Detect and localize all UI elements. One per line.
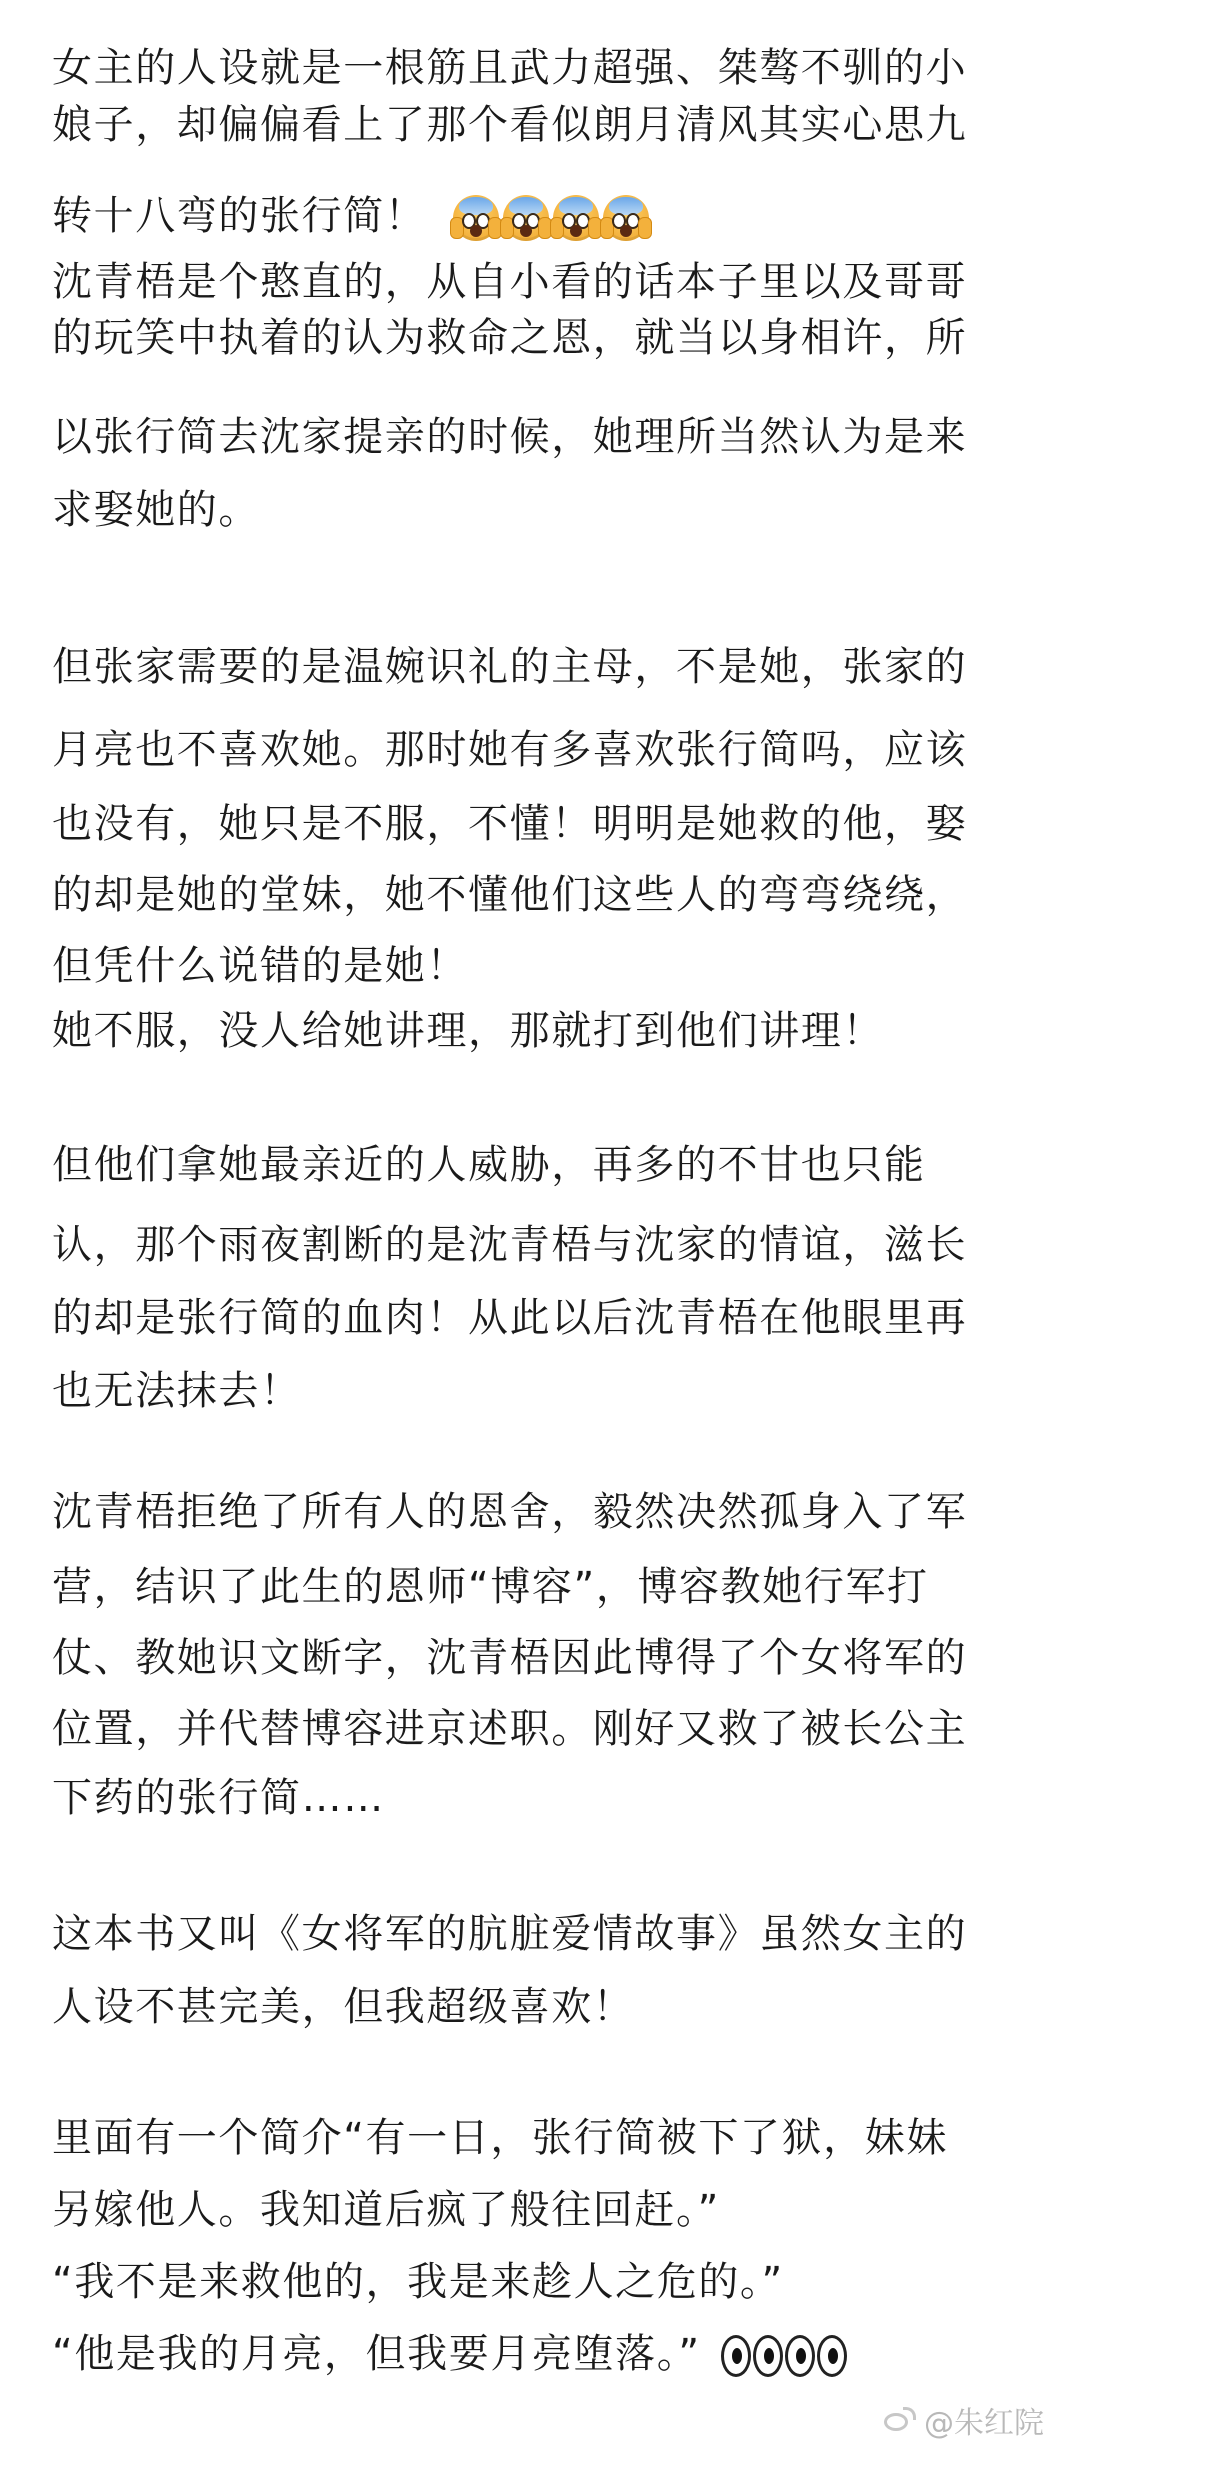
screaming-face-icon (603, 195, 649, 241)
text-line: 人设不甚完美，但我超级喜欢！ (52, 1984, 635, 2030)
screaming-face-icon (503, 195, 549, 241)
text-line: 以张行简去沈家提亲的时候，她理所当然认为是来 (52, 414, 968, 460)
text-line: 也没有，她只是不服，不懂！明明是她救的他，娶 (52, 801, 968, 847)
screaming-face-icon (453, 195, 499, 241)
text-line: 但他们拿她最亲近的人威胁，再多的不甘也只能 (52, 1142, 926, 1188)
text-line: 娘子，却偏偏看上了那个看似朗月清风其实心思九 (52, 102, 968, 148)
text-line: 的玩笑中执着的认为救命之恩，就当以身相许，所 (52, 315, 968, 361)
text-line: 但凭什么说错的是她！ (52, 943, 468, 989)
text-line: 但张家需要的是温婉识礼的主母，不是她，张家的 (52, 644, 968, 690)
weibo-logo-icon (884, 2407, 916, 2433)
text-line-with-emoji (52, 188, 649, 244)
text-line: 也无法抹去！ (52, 1368, 302, 1414)
text-line: 认，那个雨夜割断的是沈青梧与沈家的情谊，滋长 (52, 1222, 968, 1268)
emoji-group (721, 2335, 847, 2377)
text-line: 营，结识了此生的恩师“博容”，博容教她行军打 (52, 1564, 929, 1610)
eyes-icon (721, 2335, 751, 2377)
eyes-icon (785, 2335, 815, 2377)
eyes-icon (753, 2335, 783, 2377)
text-line-with-emoji (52, 2326, 847, 2382)
text-line: 沈青梧拒绝了所有人的恩舍，毅然决然孤身入了军 (52, 1489, 968, 1535)
text-line: 女主的人设就是一根筋且武力超强、桀骜不驯的小 (52, 45, 968, 91)
text-segment: “他是我的月亮，但我要月亮堕落。” (52, 2331, 701, 2377)
text-line: 仗、教她识文断字，沈青梧因此博得了个女将军的 (52, 1635, 968, 1681)
eyes-icon (817, 2335, 847, 2377)
text-line: 她不服，没人给她讲理，那就打到他们讲理！ (52, 1008, 884, 1054)
watermark-text: @朱红院 (924, 2406, 1044, 2441)
text-line: 求娶她的。 (52, 487, 260, 533)
emoji-group (453, 195, 649, 241)
text-line: 月亮也不喜欢她。那时她有多喜欢张行简吗，应该 (52, 727, 968, 773)
text-line: 的却是她的堂妹，她不懂他们这些人的弯弯绕绕， (52, 872, 968, 918)
text-line: 位置，并代替博容进京述职。刚好又救了被长公主 (52, 1706, 968, 1752)
text-line: 的却是张行简的血肉！从此以后沈青梧在他眼里再 (52, 1295, 968, 1341)
text-line: 下药的张行简…… (52, 1775, 385, 1821)
text-line: 里面有一个简介“有一日，张行简被下了狱，妹妹 (52, 2115, 948, 2161)
text-line: 这本书又叫《女将军的肮脏爱情故事》虽然女主的 (52, 1911, 968, 1957)
text-segment: 转十八弯的张行简！ (52, 193, 427, 239)
weibo-watermark (884, 2398, 1044, 2442)
text-line: 另嫁他人。我知道后疯了般往回赶。” (52, 2187, 720, 2233)
screaming-face-icon (553, 195, 599, 241)
text-line: 沈青梧是个憨直的，从自小看的话本子里以及哥哥 (52, 259, 968, 305)
text-line: “我不是来救他的，我是来趁人之危的。” (52, 2259, 784, 2305)
